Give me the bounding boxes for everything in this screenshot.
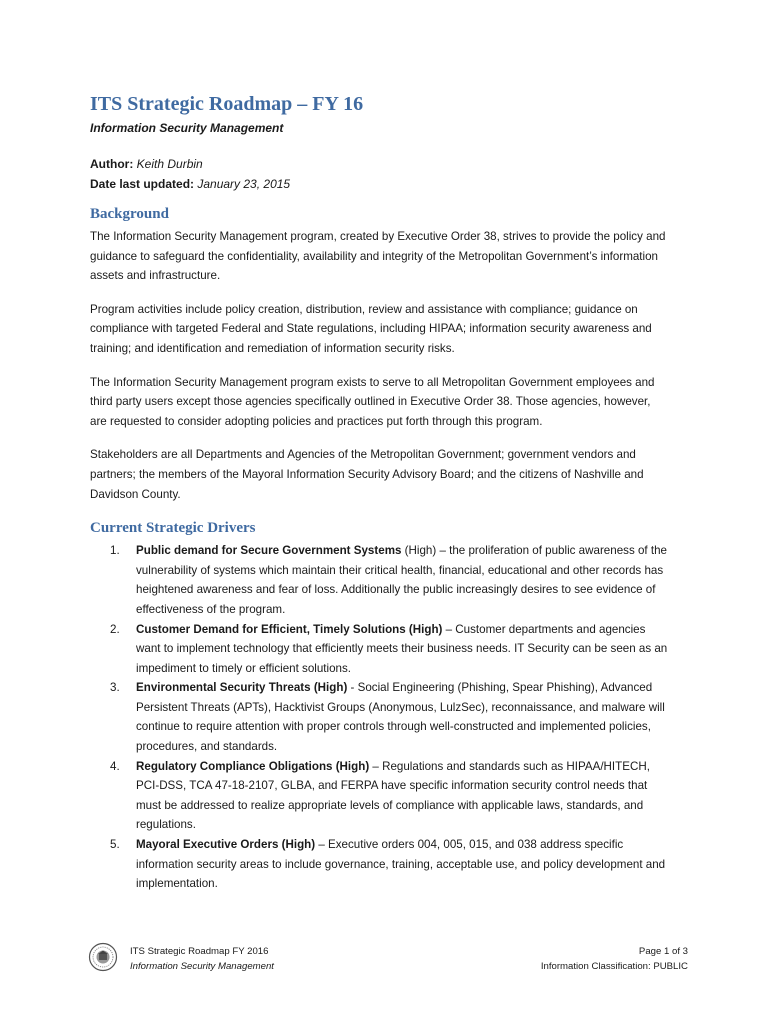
background-paragraph: The Information Security Management program exists to serve to all Metropolitan Government employees and third party users except those agencies specifically outlined in Executive Order 38. Those agencies, however, are requested to consider adopting policies and practices put forth through this program. <box>90 375 655 428</box>
driver-text: (High) – the proliferation of public awareness of the vulnerability of systems which maintain their critical health, financial, educational and other records has heightened awareness and fear of loss. Additionally the public increasingly desires to see evidence of effectiveness of the program. <box>136 544 667 616</box>
driver-title: Environmental Security Threats (High) <box>136 681 348 695</box>
list-number: 5. <box>110 838 120 852</box>
driver-title: Mayoral Executive Orders (High) <box>136 838 316 852</box>
footer-right <box>541 944 688 974</box>
footer-left <box>130 944 274 974</box>
driver-text: – Executive orders 004, 005, 015, and 038 address specific information security areas to include governance, training, acceptable use, and policy development and implementation. <box>136 838 666 891</box>
footer-title: ITS Strategic Roadmap FY 2016 <box>130 946 269 957</box>
list-number: 3. <box>110 681 120 695</box>
list-item <box>110 620 670 679</box>
list-number: 2. <box>110 622 120 636</box>
author-label: Author: <box>90 157 134 171</box>
background-heading: Background <box>90 206 169 222</box>
background-paragraph: The Information Security Management program, created by Executive Order 38, strives to provide the policy and guidance to safeguard the confidentiality, availability and integrity of the Metropolitan Government’s information assets and infrastructure. <box>90 230 666 283</box>
driver-title: Public demand for Secure Government Systems <box>136 544 402 558</box>
date-label: Date last updated: <box>90 177 195 191</box>
list-item <box>110 678 670 756</box>
footer-subtitle: Information Security Management <box>130 961 274 972</box>
page-footer <box>90 942 688 978</box>
author-value: Keith Durbin <box>136 157 203 171</box>
driver-text: – Regulations and standards such as HIPAA/HITECH, PCI-DSS, TCA 47-18-2107, GLBA, and FERPA have specific information security control needs that must be addressed to realize appropriate levels of compliance with applicable laws, standards, and regulations. <box>136 759 650 832</box>
driver-text: – Customer departments and agencies want to implement technology that efficiently meets their business needs. IT Security can be seen as an impediment to timely or efficient solutions. <box>136 622 668 675</box>
driver-text: - Social Engineering (Phishing, Spear Phishing), Advanced Persistent Threats (APTs), Hacktivist Groups (Anonymous, LulzSec), reconnaissance, and malware will continue to require attention with proper controls through well-constructed and implemented policies, procedures, and standards. <box>136 681 665 754</box>
date-line <box>90 174 670 194</box>
document-title: ITS Strategic Roadmap – FY 16 <box>90 93 364 115</box>
list-item <box>110 541 670 619</box>
document-body <box>90 92 670 894</box>
drivers-list <box>90 541 670 894</box>
document-subtitle: Information Security Management <box>90 121 284 135</box>
page-number: Page 1 of 3 <box>638 946 688 957</box>
author-line <box>90 154 670 174</box>
classification: Information Classification: PUBLIC <box>540 961 688 972</box>
drivers-heading: Current Strategic Drivers <box>90 520 256 537</box>
document-meta <box>90 154 670 194</box>
background-paragraph: Stakeholders are all Departments and Agencies of the Metropolitan Government; government vendors and partners; the members of the Mayoral Information Security Advisory Board; and the citizens of Nashville and Davidson County. <box>90 448 644 501</box>
metro-seal-icon <box>88 942 118 972</box>
driver-title: Regulatory Compliance Obligations (High) <box>136 759 370 773</box>
driver-title: Customer Demand for Efficient, Timely Solutions (High) <box>136 622 443 636</box>
list-number: 4. <box>110 759 120 773</box>
list-item <box>110 757 670 835</box>
date-value: January 23, 2015 <box>197 177 291 191</box>
list-number: 1. <box>110 544 120 558</box>
background-paragraph: Program activities include policy creation, distribution, review and assistance with compliance; guidance on compliance with targeted Federal and State regulations, including HIPAA; information security awareness and training; and identification and remediation of information security risks. <box>90 302 652 355</box>
list-item <box>110 835 670 894</box>
